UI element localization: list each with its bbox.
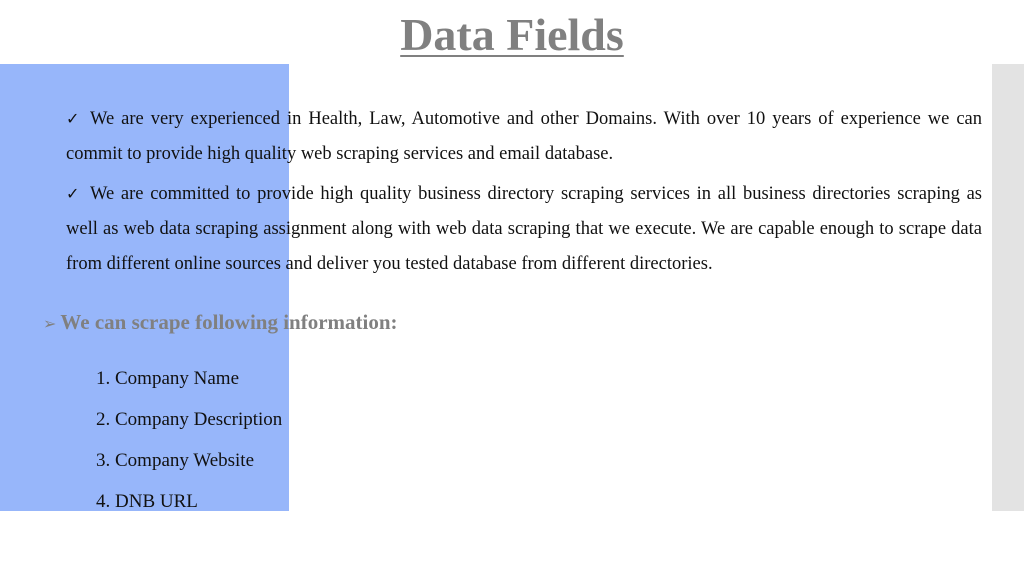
list-item: 3. Company Website: [96, 450, 255, 471]
subheading-text: We can scrape following information:: [60, 310, 398, 334]
page-title-text: Data Fields: [400, 9, 624, 60]
list-item: 4. DNB URL: [96, 491, 198, 512]
bullet-paragraph: [66, 176, 982, 282]
field-list: [96, 362, 282, 526]
gray-decorative-panel: [992, 64, 1024, 511]
section-subheading: [43, 306, 398, 340]
page-title: [0, 6, 1024, 64]
bullet-text: We are committed to provide high quality business directory scraping services in all business directories scraping as well as web data scraping assignment along with web data scraping that we execute. We are capable enough to scrape data from different online sources and deliver you tested database from different directories.: [66, 184, 982, 274]
list-item: 2. Company Description: [96, 409, 283, 430]
list-item: 1. Company Name: [96, 368, 240, 389]
check-icon: ✓: [66, 184, 80, 203]
bullet-paragraph: [66, 101, 982, 172]
arrow-bullet-icon: ➢: [43, 314, 57, 333]
bullet-text: We are very experienced in Health, Law, Automotive and other Domains. With over 10 years of experience we can commit to provide high quality web scraping services and email database.: [66, 109, 982, 164]
check-icon: ✓: [66, 109, 80, 128]
